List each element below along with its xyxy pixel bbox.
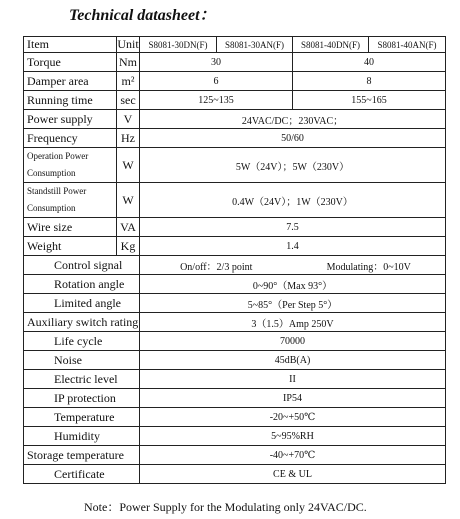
damper-value-40: 8 xyxy=(293,72,446,91)
life-value: 70000 xyxy=(140,332,446,351)
weight-unit: Kg xyxy=(117,237,140,256)
row-noise xyxy=(24,351,446,370)
row-ip-protection xyxy=(24,389,446,408)
torque-label: Torque xyxy=(24,53,117,72)
footnote: Note：Power Supply for the Modulating only 24VAC/DC. xyxy=(84,500,367,514)
op-power-label: Operation Power Consumption xyxy=(24,148,117,183)
certificate-label: Certificate xyxy=(24,465,140,484)
control-value xyxy=(140,256,446,275)
header-model-4: S8081-40AN(F) xyxy=(369,37,446,53)
op-power-unit: W xyxy=(117,148,140,183)
wire-value: 7.5 xyxy=(140,218,446,237)
row-humidity xyxy=(24,427,446,446)
certificate-value: CE & UL xyxy=(140,465,446,484)
torque-unit: Nm xyxy=(117,53,140,72)
rotation-label: Rotation angle xyxy=(24,275,140,294)
datasheet-title: Technical datasheet： xyxy=(69,7,216,24)
row-frequency xyxy=(24,129,446,148)
storage-value: -40~+70℃ xyxy=(140,446,446,465)
standstill-value: 0.4W（24V）；1W（230V） xyxy=(140,183,446,218)
row-temperature xyxy=(24,408,446,427)
temperature-value: -20~+50℃ xyxy=(140,408,446,427)
ip-label: IP protection xyxy=(24,389,140,408)
header-unit: Unit xyxy=(117,37,139,51)
row-running-time xyxy=(24,91,446,110)
life-label: Life cycle xyxy=(24,332,140,351)
power-unit: V xyxy=(117,110,140,129)
limited-label: Limited angle xyxy=(24,294,140,313)
humidity-value: 5~95%RH xyxy=(140,427,446,446)
running-value-30: 125~135 xyxy=(140,91,293,110)
op-power-value: 5W（24V）；5W（230V） xyxy=(140,148,446,183)
row-power-supply xyxy=(24,110,446,129)
control-label: Control signal xyxy=(24,256,140,275)
frequency-value: 50/60 xyxy=(140,129,446,148)
wire-unit: VA xyxy=(117,218,140,237)
weight-value: 1.4 xyxy=(140,237,446,256)
header-item: Item xyxy=(24,37,117,53)
frequency-label: Frequency xyxy=(24,129,117,148)
row-storage-temperature xyxy=(24,446,446,465)
standstill-unit: W xyxy=(117,183,140,218)
power-value: 24VAC/DC；230VAC； xyxy=(140,110,446,129)
header-row xyxy=(24,37,446,53)
damper-label: Damper area xyxy=(24,72,117,91)
row-limited-angle xyxy=(24,294,446,313)
row-rotation-angle xyxy=(24,275,446,294)
noise-value: 45dB(A) xyxy=(140,351,446,370)
temperature-label: Temperature xyxy=(24,408,140,427)
frequency-unit: Hz xyxy=(117,129,140,148)
row-damper xyxy=(24,72,446,91)
row-electric-level xyxy=(24,370,446,389)
header-model-3: S8081-40DN(F) xyxy=(293,37,369,53)
control-modulating: Modulating：0~10V xyxy=(326,261,411,273)
standstill-label: Standstill Power Consumption xyxy=(24,183,117,218)
row-wire-size xyxy=(24,218,446,237)
wire-label: Wire size xyxy=(24,218,117,237)
row-weight xyxy=(24,237,446,256)
row-control-signal xyxy=(24,256,446,275)
row-aux-switch xyxy=(24,313,446,332)
damper-value-30: 6 xyxy=(140,72,293,91)
weight-label: Weight xyxy=(24,237,117,256)
row-operation-power xyxy=(24,148,446,183)
ip-value: IP54 xyxy=(140,389,446,408)
power-label: Power supply xyxy=(24,110,117,129)
control-onoff: On/off：2/3 point xyxy=(180,261,253,273)
aux-value: 3（1.5）Amp 250V xyxy=(140,313,446,332)
noise-label: Noise xyxy=(24,351,140,370)
electric-label: Electric level xyxy=(24,370,140,389)
row-life-cycle xyxy=(24,332,446,351)
damper-unit: m² xyxy=(117,72,140,91)
running-label: Running time xyxy=(24,91,117,110)
torque-value-30: 30 xyxy=(140,53,293,72)
rotation-value: 0~90°（Max 93°） xyxy=(140,275,446,294)
torque-value-40: 40 xyxy=(293,53,446,72)
row-standstill-power xyxy=(24,183,446,218)
header-model-2: S8081-30AN(F) xyxy=(217,37,293,53)
limited-value: 5~85°（Per Step 5°） xyxy=(140,294,446,313)
running-value-40: 155~165 xyxy=(293,91,446,110)
aux-label: Auxiliary switch rating xyxy=(24,313,140,332)
row-torque xyxy=(24,53,446,72)
electric-value: II xyxy=(140,370,446,389)
header-model-1: S8081-30DN(F) xyxy=(140,37,217,53)
running-unit: sec xyxy=(117,91,140,110)
spec-table xyxy=(23,36,446,484)
row-certificate xyxy=(24,465,446,484)
humidity-label: Humidity xyxy=(24,427,140,446)
storage-label: Storage temperature xyxy=(24,446,140,465)
